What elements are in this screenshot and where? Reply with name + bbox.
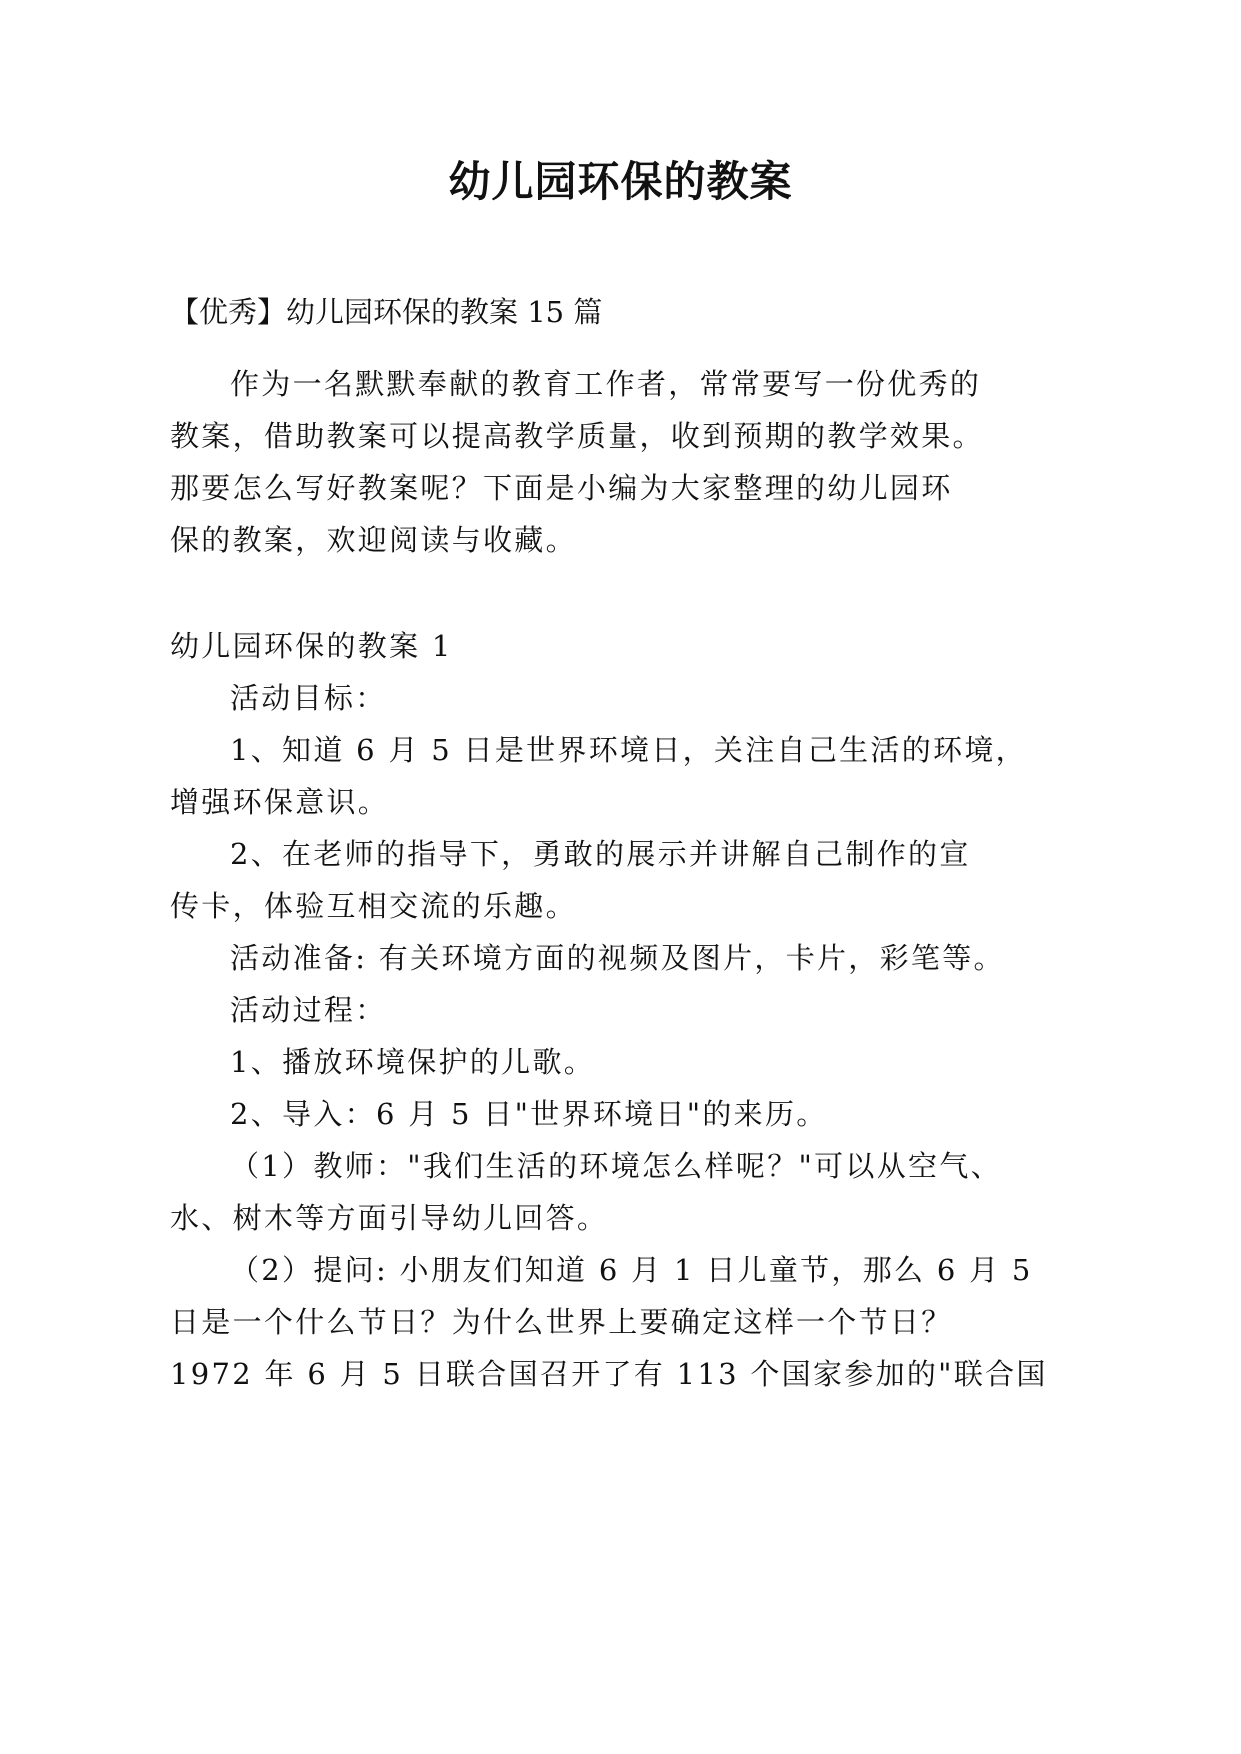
text-line: 增强环保意识。	[170, 785, 390, 819]
text-line: 活动准备: 有关环境方面的视频及图片，卡片，彩笔等。	[230, 941, 1005, 975]
text-line: 那要怎么写好教案呢？下面是小编为大家整理的幼儿园环	[170, 471, 953, 505]
text-line: 活动目标：	[230, 681, 387, 715]
text-line: 水、树木等方面引导幼儿回答。	[170, 1201, 609, 1235]
text-line: 1972 年 6 月 5 日联合国召开了有 113 个国家参加的"联合国	[170, 1357, 1048, 1391]
text-line: 作为一名默默奉献的教育工作者，常常要写一份优秀的	[230, 367, 982, 401]
text-line: 保的教案，欢迎阅读与收藏。	[170, 523, 577, 557]
text-line: 1、知道 6 月 5 日是世界环境日，关注自己生活的环境，	[230, 733, 1027, 767]
section-heading: 幼儿园环保的教案 1	[170, 629, 453, 663]
text-line: （2）提问: 小朋友们知道 6 月 1 日儿童节，那么 6 月 5	[230, 1253, 1033, 1287]
text-line: 传卡，体验互相交流的乐趣。	[170, 889, 577, 923]
text-line: 2、导入：6 月 5 日"世界环境日"的来历。	[230, 1097, 828, 1131]
text-line: 活动过程：	[230, 993, 387, 1027]
text-line: 日是一个什么节日？为什么世界上要确定这样一个节日？	[170, 1305, 953, 1339]
text-line: 1、播放环境保护的儿歌。	[230, 1045, 596, 1079]
text-line: 教案，借助教案可以提高教学质量，收到预期的教学效果。	[170, 419, 984, 453]
document-title: 幼儿园环保的教案	[448, 157, 793, 206]
document-subtitle: 【优秀】幼儿园环保的教案 15 篇	[170, 295, 603, 329]
text-line: 2、在老师的指导下，勇敢的展示并讲解自己制作的宣	[230, 837, 971, 871]
text-line: （1）教师："我们生活的环境怎么样呢？"可以从空气、	[230, 1149, 1002, 1183]
